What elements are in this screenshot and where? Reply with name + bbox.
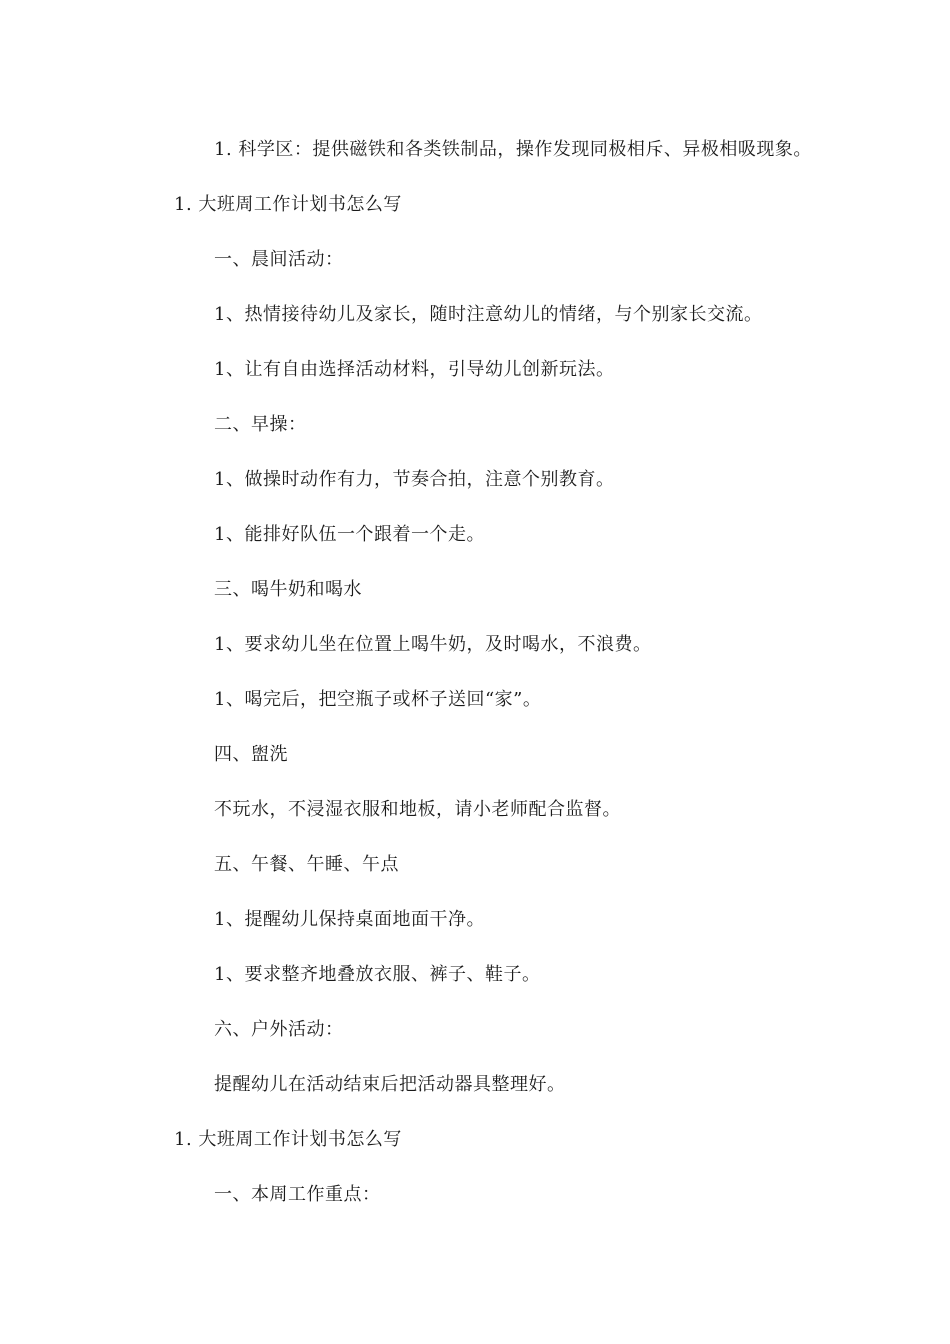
paragraph: 1、提醒幼儿保持桌面地面干净。 xyxy=(214,909,485,930)
subsection-heading: 一、晨间活动： xyxy=(214,249,344,270)
section-heading: 1. 大班周工作计划书怎么写 xyxy=(174,194,402,215)
subsection-heading: 五、午餐、午睡、午点 xyxy=(214,854,399,875)
paragraph: 1、能排好队伍一个跟着一个走。 xyxy=(214,524,485,545)
subsection-heading: 三、喝牛奶和喝水 xyxy=(214,579,362,600)
paragraph: 1、让有自由选择活动材料，引导幼儿创新玩法。 xyxy=(214,359,615,380)
paragraph: 提醒幼儿在活动结束后把活动器具整理好。 xyxy=(214,1074,566,1095)
subsection-heading: 一、本周工作重点： xyxy=(214,1184,381,1205)
paragraph: 1、热情接待幼儿及家长，随时注意幼儿的情绪，与个别家长交流。 xyxy=(214,304,763,325)
subsection-heading: 四、盥洗 xyxy=(214,744,288,765)
section-heading: 1. 大班周工作计划书怎么写 xyxy=(174,1129,402,1150)
paragraph: 1、要求整齐地叠放衣服、裤子、鞋子。 xyxy=(214,964,541,985)
paragraph: 1. 科学区：提供磁铁和各类铁制品，操作发现同极相斥、异极相吸现象。 xyxy=(214,139,812,160)
subsection-heading: 六、户外活动： xyxy=(214,1019,344,1040)
paragraph: 1、喝完后，把空瓶子或杯子送回“家”。 xyxy=(214,689,542,710)
paragraph: 1、做操时动作有力，节奏合拍，注意个别教育。 xyxy=(214,469,615,490)
paragraph: 1、要求幼儿坐在位置上喝牛奶，及时喝水，不浪费。 xyxy=(214,634,652,655)
paragraph: 不玩水，不浸湿衣服和地板，请小老师配合监督。 xyxy=(214,799,621,820)
subsection-heading: 二、早操： xyxy=(214,414,307,435)
